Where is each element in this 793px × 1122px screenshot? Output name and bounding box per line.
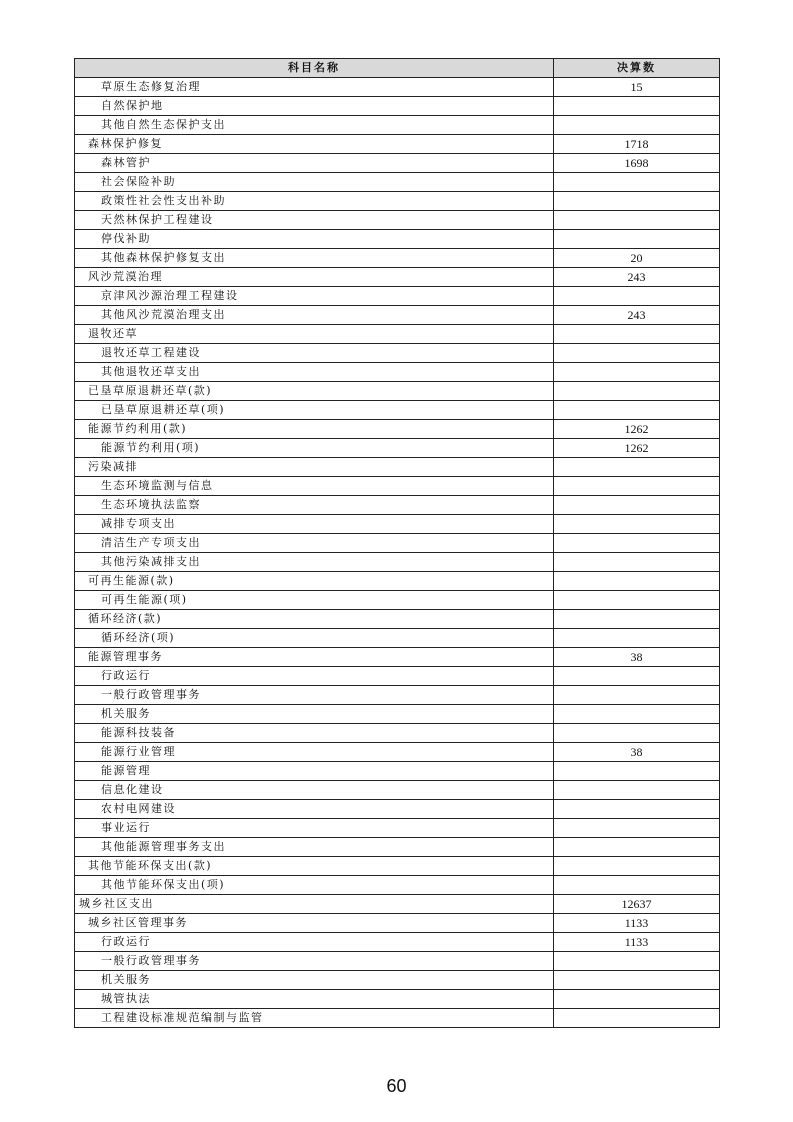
- final-amount-cell: [554, 591, 720, 610]
- final-amount-cell: [554, 686, 720, 705]
- table-row: [75, 363, 720, 382]
- final-amount-cell: [554, 458, 720, 477]
- subject-name-cell: 循环经济(项): [75, 629, 554, 648]
- table-row: [75, 724, 720, 743]
- subject-name-cell: 机关服务: [75, 705, 554, 724]
- subject-name-cell: 能源科技装备: [75, 724, 554, 743]
- final-amount-cell: [554, 515, 720, 534]
- table-row: [75, 1009, 720, 1028]
- final-amount-cell: 1133: [554, 933, 720, 952]
- subject-name-cell: 城管执法: [75, 990, 554, 1009]
- final-amount-cell: [554, 401, 720, 420]
- final-amount-cell: [554, 762, 720, 781]
- final-amount-cell: [554, 344, 720, 363]
- final-amount-cell: [554, 287, 720, 306]
- subject-name-cell: 生态环境执法监察: [75, 496, 554, 515]
- page-number: 60: [386, 1076, 407, 1096]
- subject-name-cell: 清洁生产专项支出: [75, 534, 554, 553]
- subject-name-cell: 能源管理: [75, 762, 554, 781]
- final-amount-cell: [554, 971, 720, 990]
- table-row: [75, 610, 720, 629]
- subject-name-cell: 循环经济(款): [75, 610, 554, 629]
- subject-name-cell: 能源管理事务: [75, 648, 554, 667]
- subject-name-cell: 工程建设标准规范编制与监管: [75, 1009, 554, 1028]
- table-row: [75, 857, 720, 876]
- subject-name-cell: 城乡社区管理事务: [75, 914, 554, 933]
- subject-name-cell: 其他能源管理事务支出: [75, 838, 554, 857]
- subject-name-cell: 机关服务: [75, 971, 554, 990]
- table-row: [75, 325, 720, 344]
- table-row: [75, 382, 720, 401]
- final-amount-cell: [554, 382, 720, 401]
- subject-name-cell: 一般行政管理事务: [75, 952, 554, 971]
- table-row: [75, 458, 720, 477]
- subject-name-cell: 政策性社会性支出补助: [75, 192, 554, 211]
- final-amount-cell: [554, 857, 720, 876]
- final-amount-cell: [554, 876, 720, 895]
- subject-name-cell: 草原生态修复治理: [75, 78, 554, 97]
- subject-name-cell: 其他森林保护修复支出: [75, 249, 554, 268]
- subject-name-cell: 已垦草原退耕还草(款): [75, 382, 554, 401]
- subject-name-cell: 行政运行: [75, 667, 554, 686]
- subject-name-cell: 其他自然生态保护支出: [75, 116, 554, 135]
- final-amount-cell: 38: [554, 648, 720, 667]
- final-amount-cell: [554, 477, 720, 496]
- table-row: [75, 838, 720, 857]
- subject-name-cell: 一般行政管理事务: [75, 686, 554, 705]
- final-amount-cell: 1718: [554, 135, 720, 154]
- table-row: [75, 895, 720, 914]
- subject-name-cell: 停伐补助: [75, 230, 554, 249]
- final-amount-cell: [554, 325, 720, 344]
- table-row: [75, 819, 720, 838]
- subject-name-cell: 自然保护地: [75, 97, 554, 116]
- table-row: [75, 876, 720, 895]
- table-row: [75, 78, 720, 97]
- subject-name-cell: 城乡社区支出: [75, 895, 554, 914]
- final-amount-cell: [554, 990, 720, 1009]
- final-amount-cell: [554, 496, 720, 515]
- final-amount-cell: [554, 724, 720, 743]
- subject-name-cell: 其他退牧还草支出: [75, 363, 554, 382]
- subject-name-cell: 行政运行: [75, 933, 554, 952]
- table-row: [75, 515, 720, 534]
- subject-name-cell: 污染减排: [75, 458, 554, 477]
- table-row: [75, 667, 720, 686]
- subject-name-cell: 能源节约利用(款): [75, 420, 554, 439]
- table-row: [75, 553, 720, 572]
- subject-name-cell: 能源节约利用(项): [75, 439, 554, 458]
- table-row: [75, 800, 720, 819]
- table-row: [75, 496, 720, 515]
- final-amount-cell: [554, 553, 720, 572]
- table-row: [75, 762, 720, 781]
- table-row: [75, 781, 720, 800]
- subject-name-cell: 其他风沙荒漠治理支出: [75, 306, 554, 325]
- final-amount-cell: 1698: [554, 154, 720, 173]
- table-row: [75, 952, 720, 971]
- final-amount-cell: [554, 230, 720, 249]
- subject-name-cell: 天然林保护工程建设: [75, 211, 554, 230]
- subject-name-cell: 森林管护: [75, 154, 554, 173]
- final-amount-cell: [554, 800, 720, 819]
- table-row: [75, 971, 720, 990]
- table-row: [75, 933, 720, 952]
- final-amount-cell: [554, 534, 720, 553]
- final-amount-cell: [554, 116, 720, 135]
- table-row: [75, 401, 720, 420]
- table-row: [75, 743, 720, 762]
- subject-name-cell: 可再生能源(款): [75, 572, 554, 591]
- table-row: [75, 154, 720, 173]
- table-row: [75, 534, 720, 553]
- subject-name-cell: 农村电网建设: [75, 800, 554, 819]
- subject-name-cell: 风沙荒漠治理: [75, 268, 554, 287]
- table-row: [75, 173, 720, 192]
- final-amount-cell: [554, 629, 720, 648]
- final-amount-cell: 38: [554, 743, 720, 762]
- header-final-amount: 决算数: [554, 59, 720, 78]
- final-amount-cell: [554, 97, 720, 116]
- final-amount-cell: 243: [554, 268, 720, 287]
- subject-name-cell: 退牧还草: [75, 325, 554, 344]
- subject-name-cell: 已垦草原退耕还草(项): [75, 401, 554, 420]
- final-amount-cell: [554, 705, 720, 724]
- subject-name-cell: 其他节能环保支出(款): [75, 857, 554, 876]
- table-row: [75, 705, 720, 724]
- subject-name-cell: 生态环境监测与信息: [75, 477, 554, 496]
- subject-name-cell: 可再生能源(项): [75, 591, 554, 610]
- table-row: [75, 477, 720, 496]
- final-amount-cell: [554, 363, 720, 382]
- table-body: [75, 78, 720, 1028]
- table-row: [75, 287, 720, 306]
- final-amount-cell: [554, 173, 720, 192]
- table-row: [75, 572, 720, 591]
- table-row: [75, 135, 720, 154]
- final-amount-cell: 15: [554, 78, 720, 97]
- final-amount-cell: [554, 211, 720, 230]
- subject-name-cell: 社会保险补助: [75, 173, 554, 192]
- table-row: [75, 211, 720, 230]
- table-row: [75, 990, 720, 1009]
- table-row: [75, 344, 720, 363]
- table-row: [75, 192, 720, 211]
- table-row: [75, 648, 720, 667]
- subject-name-cell: 其他节能环保支出(项): [75, 876, 554, 895]
- final-amount-cell: [554, 610, 720, 629]
- final-amount-cell: [554, 667, 720, 686]
- table-row: [75, 439, 720, 458]
- final-amount-cell: [554, 572, 720, 591]
- table-row: [75, 249, 720, 268]
- subject-name-cell: 其他污染减排支出: [75, 553, 554, 572]
- final-amount-cell: 1133: [554, 914, 720, 933]
- table-header: [75, 59, 720, 78]
- final-amount-cell: [554, 952, 720, 971]
- table-row: [75, 306, 720, 325]
- budget-table: [74, 58, 720, 1028]
- header-row: [75, 59, 720, 78]
- table-row: [75, 914, 720, 933]
- final-amount-cell: [554, 819, 720, 838]
- subject-name-cell: 退牧还草工程建设: [75, 344, 554, 363]
- table-row: [75, 116, 720, 135]
- final-amount-cell: 12637: [554, 895, 720, 914]
- subject-name-cell: 京津风沙源治理工程建设: [75, 287, 554, 306]
- table-row: [75, 268, 720, 287]
- subject-name-cell: 能源行业管理: [75, 743, 554, 762]
- subject-name-cell: 事业运行: [75, 819, 554, 838]
- table-row: [75, 686, 720, 705]
- table-row: [75, 629, 720, 648]
- final-amount-cell: 1262: [554, 420, 720, 439]
- table-row: [75, 591, 720, 610]
- table-row: [75, 230, 720, 249]
- header-subject-name: 科目名称: [75, 59, 554, 78]
- subject-name-cell: 森林保护修复: [75, 135, 554, 154]
- final-amount-cell: 20: [554, 249, 720, 268]
- final-amount-cell: 243: [554, 306, 720, 325]
- subject-name-cell: 减排专项支出: [75, 515, 554, 534]
- subject-name-cell: 信息化建设: [75, 781, 554, 800]
- final-amount-cell: [554, 192, 720, 211]
- final-amount-cell: 1262: [554, 439, 720, 458]
- table-row: [75, 420, 720, 439]
- final-amount-cell: [554, 838, 720, 857]
- table-row: [75, 97, 720, 116]
- final-amount-cell: [554, 781, 720, 800]
- final-amount-cell: [554, 1009, 720, 1028]
